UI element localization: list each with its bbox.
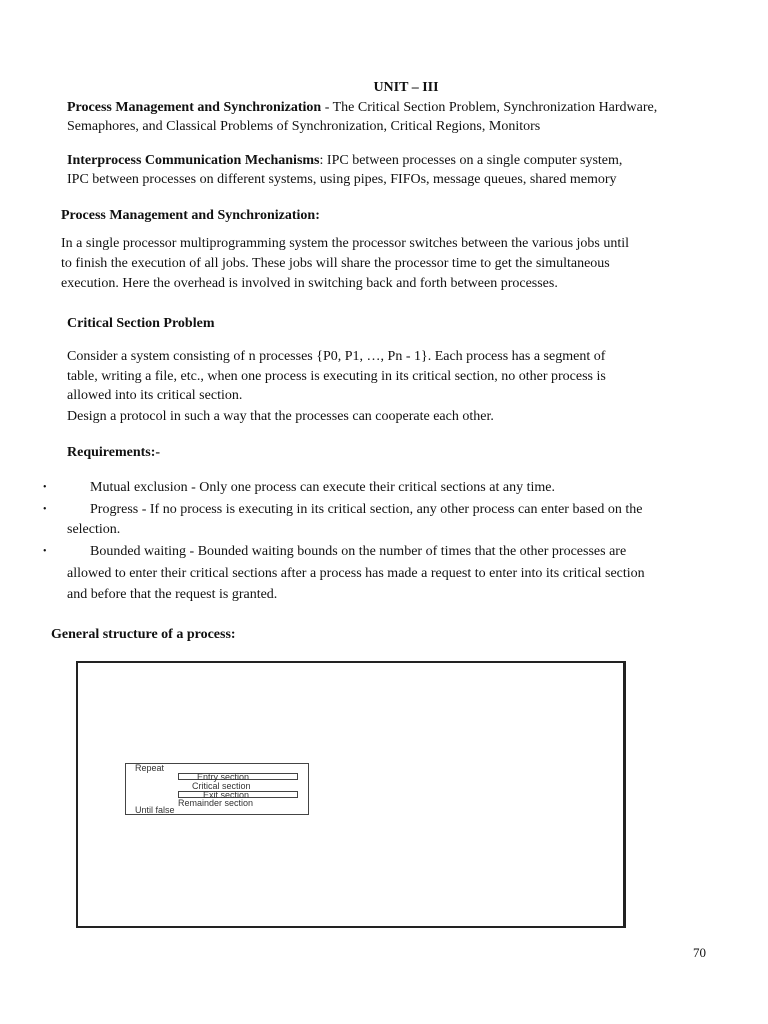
requirement-progress-cont: selection. [67, 522, 121, 537]
bullet-1: • [43, 482, 47, 493]
syllabus-pm-text: - The Critical Section Problem, Synchronization Hardware, [321, 100, 658, 115]
syllabus-pm-line-1 [67, 98, 657, 118]
unit-title: UNIT – III [373, 80, 439, 95]
bullet-2: • [43, 504, 47, 515]
requirement-mutual-exclusion: Mutual exclusion - Only one process can execute their critical sections at any time. [90, 480, 555, 495]
section2-line-1: Consider a system consisting of n processes {P0, P1, …, Pn - 1}. Each process has a segment of [67, 349, 606, 364]
general-structure-heading: General structure of a process: [51, 627, 236, 642]
bullet-3: • [43, 546, 47, 557]
requirements-heading: Requirements:- [67, 445, 161, 460]
requirement-bounded-waiting-cont-1: allowed to enter their critical sections after a process has made a request to enter into its critical section [67, 566, 645, 581]
syllabus-ipc-text: : IPC between processes on a single computer system, [319, 153, 623, 168]
section1-line-1: In a single processor multiprogramming system the processor switches between the various jobs until [61, 236, 630, 251]
section1-line-3: execution. Here the overhead is involved in switching back and forth between processes. [61, 276, 558, 291]
syllabus-ipc-line-1 [67, 151, 622, 171]
syllabus-pm-line-2: Semaphores, and Classical Problems of Synchronization, Critical Regions, Monitors [67, 119, 541, 134]
diagram-until-false: Until false [135, 805, 175, 815]
section-heading-critical: Critical Section Problem [67, 316, 215, 331]
section-heading-pm: Process Management and Synchronization: [61, 208, 320, 223]
syllabus-ipc-label: Interprocess Communication Mechanisms [67, 153, 320, 168]
requirement-progress: Progress - If no process is executing in its critical section, any other process can enter based on the [90, 502, 643, 517]
diagram-repeat: Repeat [135, 763, 165, 773]
page-number: 70 [693, 945, 706, 960]
syllabus-ipc-line-2: IPC between processes on different systems, using pipes, FIFOs, message queues, shared memory [67, 172, 617, 187]
diagram-entry-section: Entry section [197, 772, 250, 782]
requirement-bounded-waiting: Bounded waiting - Bounded waiting bounds on the number of times that the other processes are [90, 544, 627, 559]
requirement-bounded-waiting-cont-2: and before that the request is granted. [67, 587, 278, 602]
section2-line-3: allowed into its critical section. [67, 388, 243, 403]
diagram-critical-section: Critical section [192, 781, 251, 791]
section2-line-2: table, writing a file, etc., when one process is executing in its critical section, no other process is [67, 369, 606, 384]
diagram-remainder-section: Remainder section [178, 798, 254, 808]
section1-line-2: to finish the execution of all jobs. These jobs will share the processor time to get the simultaneous [61, 256, 610, 271]
diagram-exit-section: Exit section [203, 790, 250, 800]
section2-line-4: Design a protocol in such a way that the processes can cooperate each other. [67, 409, 494, 424]
syllabus-pm-label: Process Management and Synchronization [67, 100, 322, 115]
